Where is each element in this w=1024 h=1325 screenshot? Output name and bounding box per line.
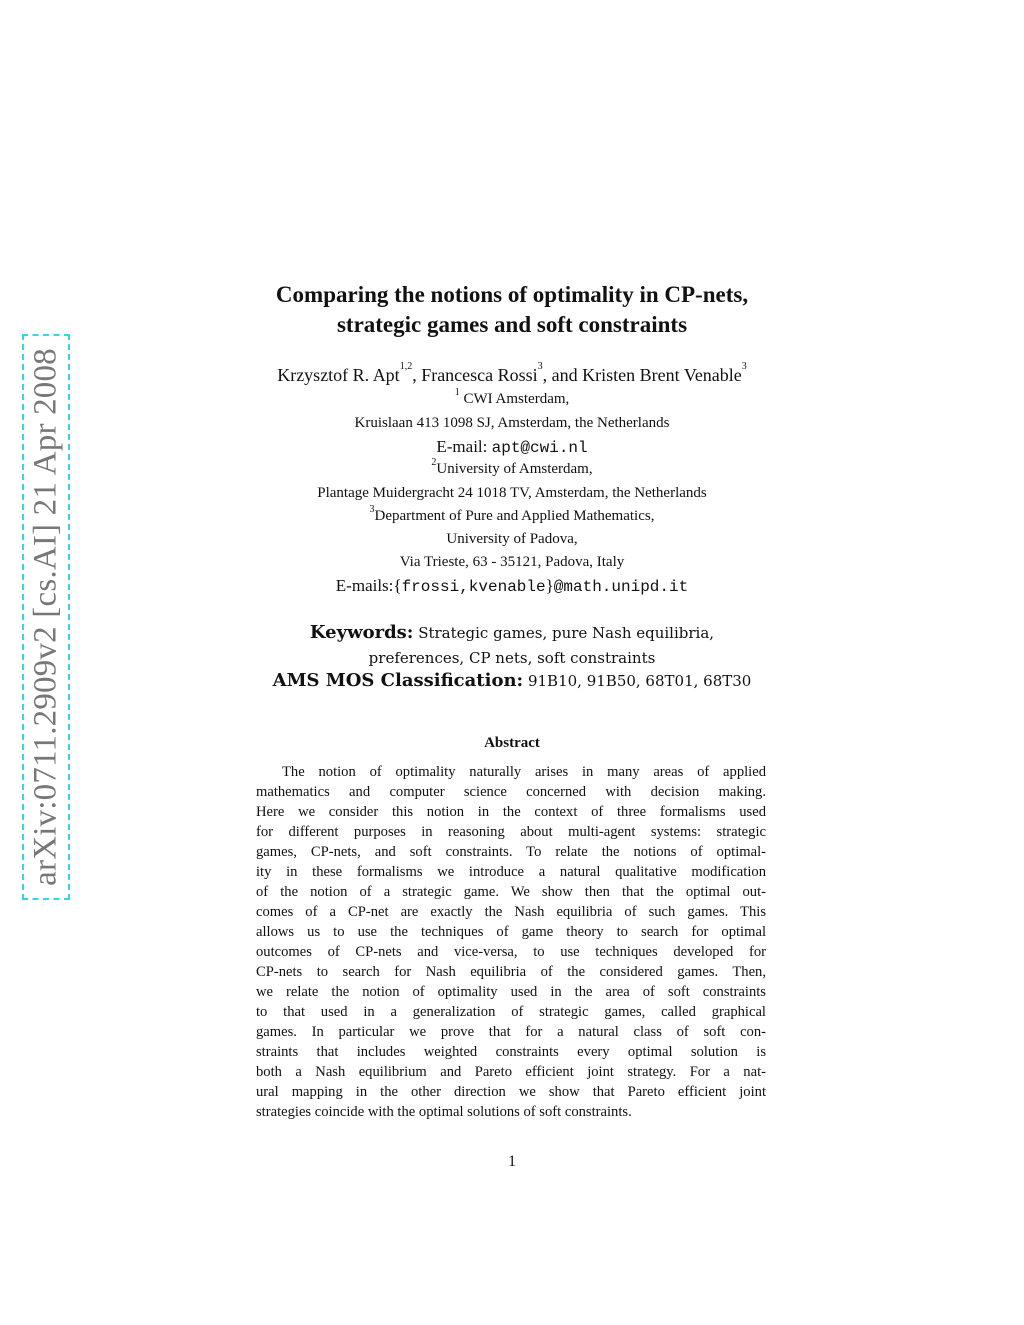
affiliation-2-name: [0, 457, 1024, 478]
email-2-open-brace: {: [393, 576, 402, 595]
abstract-line: outcomes of CP-nets and vice-versa, to use techniques developed for: [256, 944, 766, 960]
abstract-heading: Abstract: [484, 735, 540, 751]
affiliation-1-marker: 1: [454, 387, 460, 398]
email-1-address[interactable]: apt@cwi.nl: [491, 439, 588, 457]
email-1-line: [0, 437, 1024, 457]
abstract-line: games, CP-nets, and soft constraints. To relate the notions of optimal-: [256, 844, 766, 860]
author-rossi: , Francesca Rossi: [412, 365, 538, 385]
affiliation-2-label: University of Amsterdam,: [436, 461, 593, 477]
ams-codes: 91B10, 91B50, 68T01, 68T30: [523, 672, 752, 690]
author-apt: Krzysztof R. Apt: [277, 365, 400, 385]
abstract-line: comes of a CP-net are exactly the Nash equilibria of such games. This: [256, 904, 766, 920]
abstract-line: of the notion of a strategic game. We show then that the optimal out-: [256, 884, 766, 900]
abstract-line: strategies coincide with the optimal solutions of soft constraints.: [256, 1104, 632, 1120]
affiliation-2-marker: 2: [431, 457, 437, 468]
email-2-close-brace: }: [545, 576, 554, 595]
paper-title-line-1: Comparing the notions of optimality in CP-nets,: [275, 282, 749, 307]
abstract-line: for different purposes in reasoning about multi-agent systems: strategic: [256, 824, 766, 840]
author-apt-affiliation: 1,2: [399, 361, 413, 372]
affiliation-2-address: Plantage Muidergracht 24 1018 TV, Amsterdam, the Netherlands: [317, 485, 707, 501]
abstract-line: Here we consider this notion in the context of three formalisms used: [256, 804, 766, 820]
author-venable-affiliation: 3: [741, 361, 747, 372]
abstract-body: [256, 762, 766, 1122]
keywords-line-1: [0, 622, 1024, 643]
email-2-users[interactable]: frossi,kvenable: [401, 578, 546, 596]
keywords-label: Keywords:: [309, 622, 414, 643]
affiliation-3-name: [0, 504, 1024, 525]
keywords-line-2: preferences, CP nets, soft constraints: [368, 649, 656, 667]
paper-title-line-2: strategic games and soft constraints: [336, 312, 688, 337]
email-2-line: [0, 576, 1024, 596]
keywords-text-1: Strategic games, pure Nash equilibria,: [413, 624, 715, 642]
page-number: 1: [508, 1153, 516, 1170]
author-venable: , and Kristen Brent Venable: [542, 365, 742, 385]
affiliation-1-label: CWI Amsterdam,: [459, 391, 570, 407]
abstract-line: both a Nash equilibrium and Pareto efficient joint strategy. For a nat-: [256, 1064, 766, 1080]
author-rossi-affiliation: 3: [537, 361, 543, 372]
affiliation-3-university: University of Padova,: [446, 531, 578, 547]
email-2-domain[interactable]: @math.unipd.it: [553, 578, 689, 596]
affiliation-1-name: [0, 387, 1024, 408]
abstract-line: ural mapping in the other direction we show that Pareto efficient joint: [256, 1084, 766, 1100]
arxiv-stamp-text: arXiv:0711.2909v2 [cs.AI] 21 Apr 2008: [27, 348, 64, 886]
email-1-label: E-mail:: [436, 437, 492, 456]
affiliation-3-address: Via Trieste, 63 - 35121, Padova, Italy: [399, 554, 625, 570]
abstract-line: to that used in a generalization of strategic games, called graphical: [256, 1004, 766, 1020]
abstract-line: ity in these formalisms we introduce a natural qualitative modification: [256, 864, 766, 880]
abstract-line: mathematics and computer science concerned with decision making.: [256, 784, 766, 800]
abstract-line: CP-nets to search for Nash equilibria of the considered games. Then,: [256, 964, 766, 980]
abstract-line: games. In particular we prove that for a natural class of soft con-: [256, 1024, 766, 1040]
affiliation-3-marker: 3: [369, 504, 375, 515]
email-2-label: E-mails:: [335, 576, 394, 595]
abstract-line: we relate the notion of optimality used in the area of soft constraints: [256, 984, 766, 1000]
affiliation-1-address: Kruislaan 413 1098 SJ, Amsterdam, the Netherlands: [354, 415, 670, 431]
ams-classification: [0, 670, 1024, 691]
abstract-line: straints that includes weighted constraints every optimal solution is: [256, 1044, 766, 1060]
author-list: [0, 361, 1024, 386]
ams-label: AMS MOS Classification:: [272, 670, 524, 691]
affiliation-3-label: Department of Pure and Applied Mathematics,: [374, 508, 655, 524]
abstract-line: allows us to use the techniques of game theory to search for optimal: [256, 924, 766, 940]
abstract-line: The notion of optimality naturally arises in many areas of applied: [282, 764, 766, 780]
